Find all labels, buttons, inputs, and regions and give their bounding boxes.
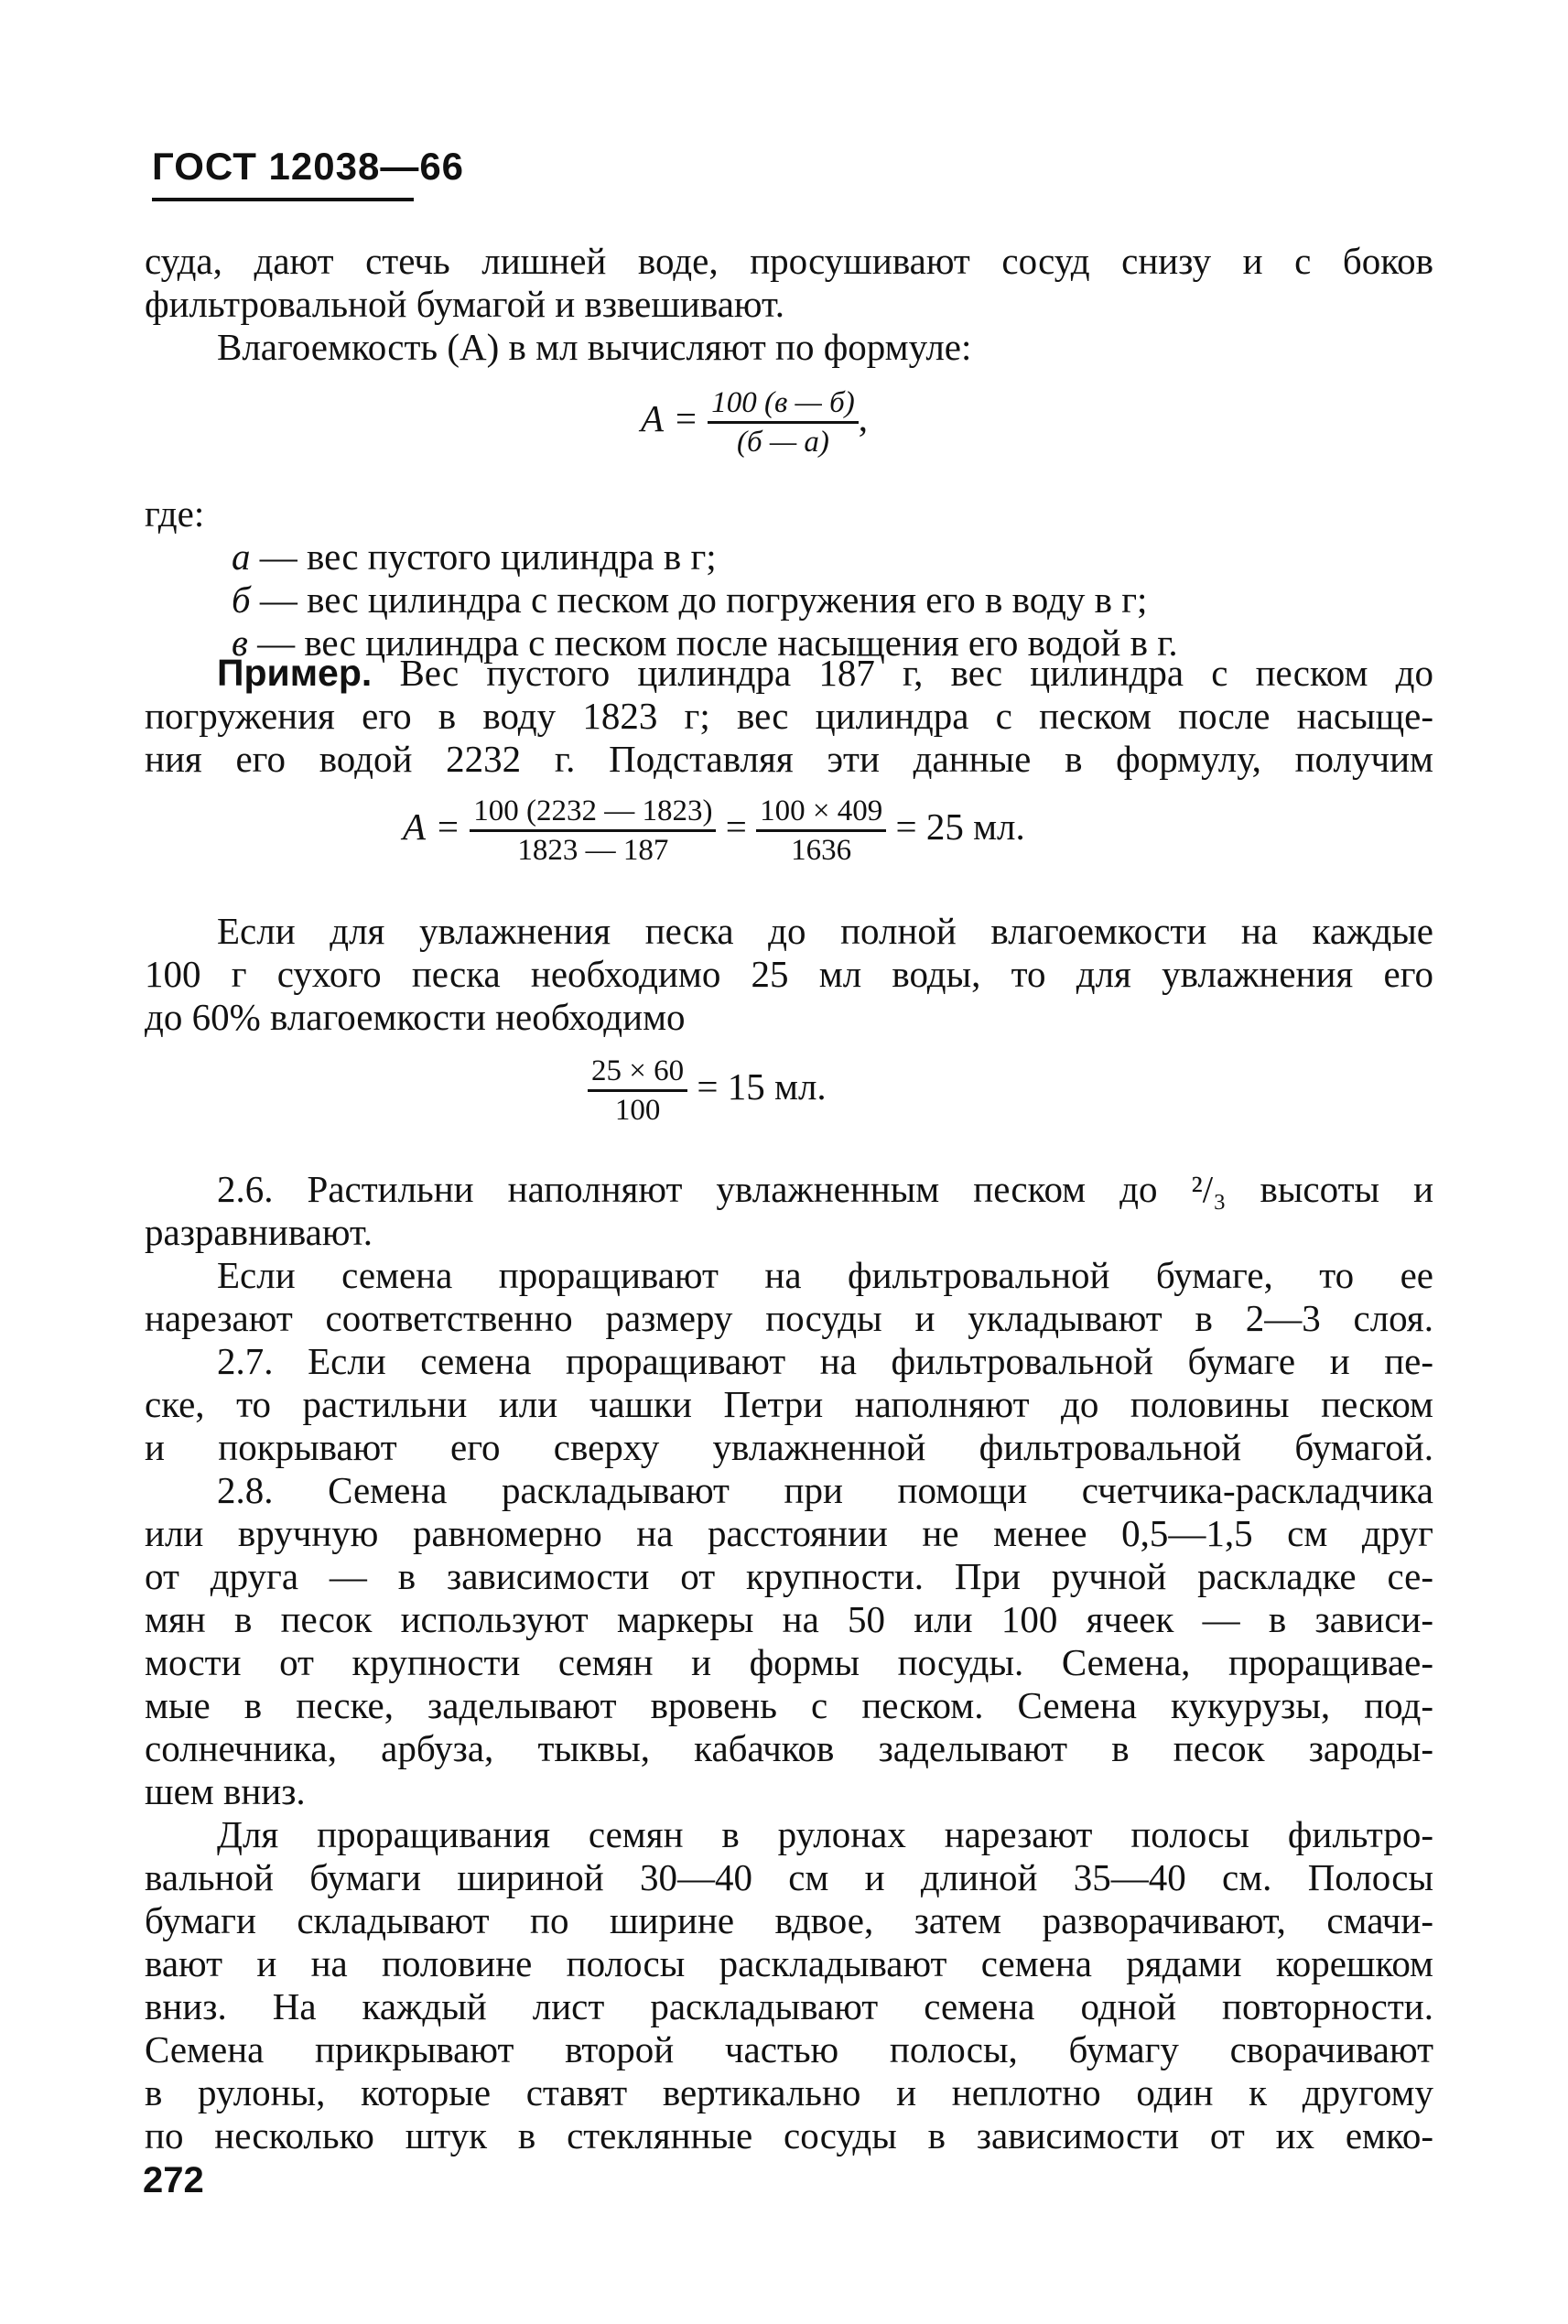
definition-c-text: — вес цилиндра с песком после насыщения его водой в г. (247, 622, 1178, 664)
formula-moisture-capacity (641, 384, 868, 460)
formula-sixty-percent (588, 1053, 827, 1129)
example-line-3: ния его водой 2232 г. Подставляя эти данные в формулу, получим (145, 738, 1433, 780)
rolls-line-3: бумаги складывают по ширине вдвое, затем разворачивают, смачи- (145, 1899, 1433, 1941)
formula3-numerator: 25 × 60 (588, 1053, 687, 1092)
section-2-6-line-2: разравнивают. (145, 1211, 373, 1253)
section-2-6-fraction: ²/₃ (1191, 1168, 1227, 1210)
formula2-denominator-2: 1636 (791, 834, 852, 867)
definition-c-symbol: в (232, 622, 248, 664)
section-2-6-text-b: высоты и (1226, 1168, 1434, 1210)
formula1-tail: , (858, 396, 868, 439)
moisture-line-1: Если для увлажнения песка до полной влагоемкости на каждые (217, 910, 1433, 952)
paper-line-2: нарезают соответственно размеру посуды и укладывают в 2—3 слоя. (145, 1297, 1433, 1339)
moisture-line-2: 100 г сухого песка необходимо 25 мл воды, то для увлажнения его (145, 953, 1433, 995)
section-2-8-line-4: мян в песок используют маркеры на 50 или 100 ячеек — в зависи- (145, 1598, 1433, 1640)
example-line-1-text: Вес пустого цилиндра 187 г, вес цилиндра с песком до (372, 652, 1433, 694)
definition-a (232, 535, 717, 578)
section-2-8-line-1: 2.8. Семена раскладывают при помощи счетчика-раскладчика (217, 1469, 1433, 1511)
formula3-denominator: 100 (614, 1094, 661, 1127)
section-2-7-line-1: 2.7. Если семена проращивают на фильтровальной бумаге и пе- (217, 1340, 1433, 1382)
formula2-equals: = (725, 805, 747, 848)
intro-line-2: фильтровальной бумагой и взвешивают. (145, 283, 785, 325)
formula3-fraction (588, 1053, 687, 1129)
formula3-result: = 15 мл. (697, 1065, 827, 1108)
definition-b (232, 578, 1147, 622)
section-2-7-line-2: ске, то растильни или чашки Петри наполняют до половины песком (145, 1383, 1433, 1425)
rolls-line-5: вниз. На каждый лист раскладывают семена одной повторности. (145, 1985, 1433, 2027)
rolls-line-8: по несколько штук в стеклянные сосуды в зависимости от их емко- (145, 2114, 1433, 2156)
formula1-lhs: А = (641, 396, 698, 439)
intro-line-1: суда, дают стечь лишней воде, просушивают сосуд снизу и с боков (145, 240, 1433, 282)
moisture-line-3: до 60% влагоемкости необходимо (145, 996, 686, 1038)
formula2-numerator-2: 100 × 409 (756, 793, 886, 832)
formula2-fraction-2 (756, 793, 886, 869)
where-label: где: (145, 492, 205, 535)
definition-b-text: — вес цилиндра с песком до погружения его в воду в г; (250, 578, 1148, 621)
paper-line-1: Если семена проращивают на фильтровальной бумаге, то ее (217, 1254, 1433, 1296)
section-2-8-line-2: или вручную равномерно на расстоянии не менее 0,5—1,5 см друг (145, 1512, 1433, 1554)
definition-a-text: — вес пустого цилиндра в г; (250, 535, 717, 578)
section-2-7-line-3: и покрывают его сверху увлажненной фильтровальной бумагой. (145, 1426, 1433, 1468)
example-line-2: погружения его в воду 1823 г; вес цилиндра с песком после насыще- (145, 695, 1433, 737)
example-line-1 (145, 652, 1433, 695)
intro-line-3: Влагоемкость (А) в мл вычисляют по формуле: (217, 326, 972, 368)
section-2-8-line-8: шем вниз. (145, 1770, 306, 1812)
formula2-fraction-1 (470, 793, 716, 869)
rolls-line-4: вают и на половине полосы раскладывают семена рядами корешком (145, 1942, 1433, 1984)
section-2-8-line-3: от друга — в зависимости от крупности. При ручной раскладке се- (145, 1555, 1433, 1597)
formula1-numerator: 100 (в — б) (708, 384, 859, 424)
formula2-result: = 25 мл. (895, 805, 1025, 848)
header-rule (152, 198, 414, 201)
formula2-denominator-1: 1823 — 187 (517, 834, 669, 867)
rolls-line-7: в рулоны, которые ставят вертикально и неплотно один к другому (145, 2071, 1433, 2113)
rolls-line-1: Для проращивания семян в рулонах нарезают полосы фильтро- (217, 1813, 1433, 1855)
rolls-line-2: вальной бумаги шириной 30—40 см и длиной 35—40 см. Полосы (145, 1856, 1433, 1898)
section-2-8-line-7: солнечника, арбуза, тыквы, кабачков заделывают в песок зароды- (145, 1727, 1433, 1769)
page-number: 272 (143, 2160, 204, 2200)
section-2-8-line-6: мые в песке, заделывают вровень с песком. Семена кукурузы, под- (145, 1684, 1433, 1726)
section-2-8-line-5: мости от крупности семян и формы посуды. Семена, проращивае- (145, 1641, 1433, 1683)
formula-example (403, 793, 1025, 869)
rolls-line-6: Семена прикрывают второй частью полосы, бумагу сворачивают (145, 2028, 1433, 2070)
page-header: ГОСТ 12038—66 (152, 145, 465, 188)
formula1-fraction (708, 384, 859, 460)
definition-b-symbol: б (232, 578, 251, 621)
formula2-lhs: А = (403, 805, 460, 848)
section-2-6-text-a: 2.6. Растильни наполняют увлажненным песком до (217, 1168, 1192, 1210)
formula2-numerator-1: 100 (2232 — 1823) (470, 793, 716, 832)
formula1-denominator: (б — а) (737, 426, 829, 459)
example-label: Пример. (217, 652, 373, 694)
definition-a-symbol: а (232, 535, 251, 578)
section-2-6-line-1 (145, 1168, 1433, 1211)
